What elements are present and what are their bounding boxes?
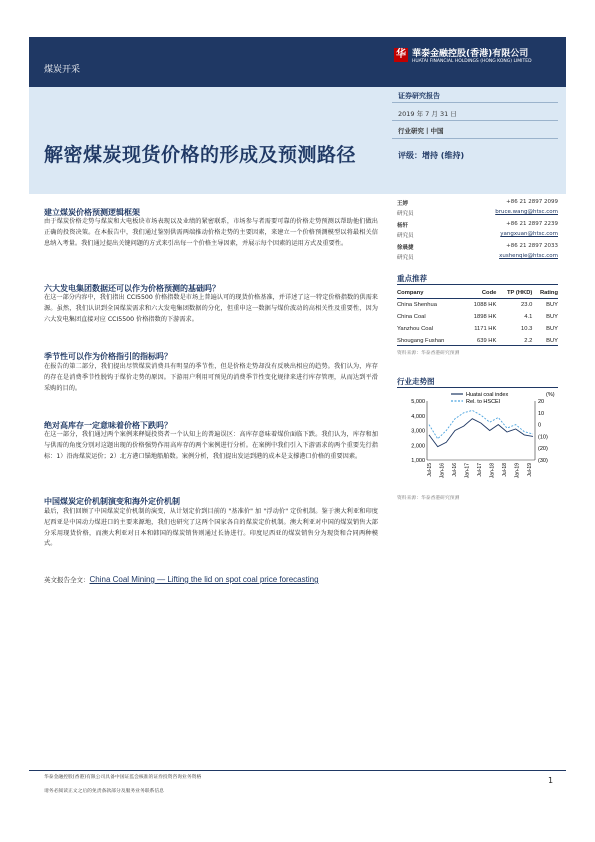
industry-trend-chart <box>397 389 558 484</box>
recommendations-heading: 重点推荐 <box>397 274 427 283</box>
table-row <box>397 311 558 323</box>
table-cell: 1171 HK <box>474 326 497 332</box>
y-right-tick-label: (20) <box>538 446 548 453</box>
divider <box>392 120 558 121</box>
divider <box>397 284 558 285</box>
company-name-en: HUATAI FINANCIAL HOLDINGS (HONG KONG) LIMITED <box>412 59 532 64</box>
chart-heading: 行业走势图 <box>397 377 435 386</box>
divider <box>397 345 558 346</box>
y-right-tick-label: 20 <box>538 399 545 405</box>
legend-label: Huatai coal index <box>466 392 509 398</box>
english-report-link[interactable]: China Coal Mining — Lifting the lid on spot coal price forecasting <box>89 575 319 584</box>
company-name-cn: 華泰金融控股(香港)有限公司 <box>412 49 529 59</box>
divider <box>392 102 558 103</box>
analyst-email-link[interactable]: xushenqie@htsc.com <box>499 253 558 259</box>
divider <box>397 387 558 388</box>
x-tick-label: Jul-17 <box>477 463 483 477</box>
footer-license: 华泰金融控股(香港)有限公司具备中国证监会核准的证券投资咨询业务资格 <box>44 775 202 780</box>
report-date: 2019 年 7 月 31 日 <box>398 110 457 118</box>
x-tick-label: Jul-19 <box>527 463 533 477</box>
page-title: 解密煤炭现货价格的形成及预测路径 <box>44 144 357 166</box>
analyst-name: 徐晨捷 <box>397 245 414 251</box>
report-rating: 评级：增持 (维持) <box>398 151 465 160</box>
analyst-email-link[interactable]: yangxuan@htsc.com <box>500 231 558 237</box>
analyst-phone: +86 21 2897 2033 <box>506 243 558 249</box>
y-right-tick-label: 0 <box>538 422 542 429</box>
right-axis-unit: (%) <box>546 392 555 398</box>
table-header-row <box>397 289 558 299</box>
divider <box>392 138 558 139</box>
report-category: 行业研究丨中国 <box>398 127 444 135</box>
x-tick-label: Jul-15 <box>427 463 433 477</box>
section-heading: 建立煤炭价格预测逻辑框架 <box>44 208 140 217</box>
page-number: 1 <box>548 776 554 785</box>
y-right-tick-label: (30) <box>538 458 548 464</box>
recommendations-table <box>397 289 558 347</box>
english-report-line <box>44 575 319 584</box>
analyst-role: 研究员 <box>397 211 414 217</box>
table-cell: 639 HK <box>477 338 497 344</box>
analyst-phone: +86 21 2897 2239 <box>506 221 558 227</box>
column-header: Code <box>464 289 496 299</box>
table-cell: 4.1 <box>524 314 533 320</box>
analyst-role: 研究员 <box>397 233 414 239</box>
column-header: Company <box>397 289 464 299</box>
table-source-note: 资料来源：华泰香港研究预测 <box>397 351 460 356</box>
table-cell: 1898 HK <box>473 314 497 320</box>
table-cell: BUY <box>546 338 558 344</box>
section-heading: 季节性可以作为价格指引的指标吗？ <box>44 352 172 361</box>
table-row <box>397 299 558 312</box>
y-right-tick-label: 10 <box>538 410 545 417</box>
analyst-card <box>397 221 558 241</box>
table-cell: 2.2 <box>524 338 533 344</box>
legend-label: Rel. to HSCEI <box>466 399 501 405</box>
table-cell: China Shenhua <box>397 302 437 308</box>
table-cell: Shougang Fushan <box>397 338 445 344</box>
column-header: Rating <box>532 289 558 299</box>
table-cell: China Coal <box>397 314 426 320</box>
report-info-panel <box>385 87 566 194</box>
x-tick-label: Jul-16 <box>452 463 458 477</box>
section-body: 在报告的第二部分，我们提出尽管煤炭消费具有明显的季节性，但是价格走势却没有反映出相应的趋势。我们认为，库存的存在是消费季节性脱钩于煤价走势的原因。下游用户利用可预见的消费季节性变化规律来进行库存管理，从而达到平滑采购的目的。 <box>44 363 378 392</box>
section-body: 最后，我们回顾了中国煤炭定价机制的演变，从计划定价到目前的 "基准价" 加 "浮动价" 定价机制。鉴于澳大利亚和印度尼西亚是中国动力煤进口的主要来源地，我们也研究了这两个国家各自的煤炭定价机制。澳大利亚对中国的煤炭销售大部分采用现货价格，而澳大利亚对日本和韩国的煤炭销售则通过长协进行。印度尼西亚的煤炭销售分为现货和合同两种模式。 <box>44 508 378 548</box>
y-left-tick-label: 2,000 <box>411 443 425 450</box>
analyst-phone: +86 21 2897 2099 <box>506 199 558 205</box>
y-left-tick-label: 3,000 <box>411 428 425 435</box>
y-left-tick-label: 4,000 <box>411 413 425 420</box>
table-cell: 23.0 <box>521 302 533 308</box>
table-cell: BUY <box>546 314 558 320</box>
table-row <box>397 323 558 335</box>
x-tick-label: Jul-18 <box>502 463 508 477</box>
analyst-name: 杨轩 <box>397 223 409 229</box>
analyst-card <box>397 199 558 219</box>
section-heading: 六大发电集团数据还可以作为价格预测的基础吗？ <box>44 284 220 293</box>
y-left-tick-label: 5,000 <box>411 399 425 405</box>
section-body: 在这一部分内容中，我们指出 CCI5500 价格指数是市场上普遍认可的现货价格基准，并详述了这一特定价格指数的供需来源。虽然，我们认识到全国煤炭需求和六大发电集团数据的分化，但重申这一数据与煤价波动的高相关性及重要性，因为六大发电集团直接对应 CCI5500 价格指数的下游需求。 <box>44 294 378 323</box>
header-bar <box>29 37 385 87</box>
english-report-label: 英文报告全文： <box>44 576 90 584</box>
section-heading: 绝对高库存一定意味着价格下跌吗？ <box>44 421 172 430</box>
footer-disclaimer: 请务必阅读正文之后的免责条款部分及服务业务联系信息 <box>44 789 164 794</box>
section-label: 煤炭开采 <box>44 65 81 75</box>
table-cell: BUY <box>546 302 558 308</box>
table-cell: Yanzhou Coal <box>397 326 433 332</box>
section-heading: 中国煤炭定价机制演变和海外定价机制 <box>44 497 180 506</box>
table-cell: 1088 HK <box>473 302 497 308</box>
x-tick-label: Jan-19 <box>514 463 521 479</box>
y-right-tick-label: (10) <box>538 434 548 441</box>
x-tick-label: Jan-18 <box>489 463 496 479</box>
x-tick-label: Jan-16 <box>439 463 446 479</box>
chart-source-note: 资料来源：华泰香港研究预测 <box>397 496 460 501</box>
analyst-name: 王婷 <box>397 201 409 207</box>
table-cell: 10.3 <box>521 326 533 332</box>
x-tick-label: Jan-17 <box>464 463 471 479</box>
analyst-card <box>397 243 558 263</box>
section-body: 在这一部分，我们通过两个案例来释疑投资者一个认知上的普遍误区：高库存意味着煤价面临下跌。我们认为，库存和加与供需的角度分别对这题出现的价格强势作用高库存的两个案例进行分析。在案例中我们引入下游需求的两个重要先行指标：1）沿海煤炭运价；2）北方港口锚地船舶数。案例分析，我们提出发运到港的成本是支撑港口价格的重要因素。 <box>44 431 378 460</box>
y-left-tick-label: 1,000 <box>411 458 425 464</box>
series-line-rel-hscei <box>429 410 533 438</box>
section-body: 由于煤炭价格走势与煤炭和大电板块市场表现以及业绩的紧密联系，市场参与者需要可靠的价格走势预测以帮助他们做出正确的投资决策。在本报告中，我们通过鉴别供需两端推动价格走势的主要因素，来建立一个价格预测模型以将最相关信息纳入考量。我们通过提出关键问题的方式来引出每一个价格主导因素，并展示每个因素的运用方式及重要性。 <box>44 218 378 247</box>
column-header: TP (HKD) <box>496 289 532 299</box>
analyst-email-link[interactable]: bruce.wang@htsc.com <box>495 209 558 215</box>
footer-divider <box>29 770 566 771</box>
table-cell: BUY <box>546 326 558 332</box>
analyst-role: 研究员 <box>397 255 414 261</box>
report-type: 证券研究报告 <box>398 92 440 100</box>
logo-icon: 华 <box>396 49 406 60</box>
